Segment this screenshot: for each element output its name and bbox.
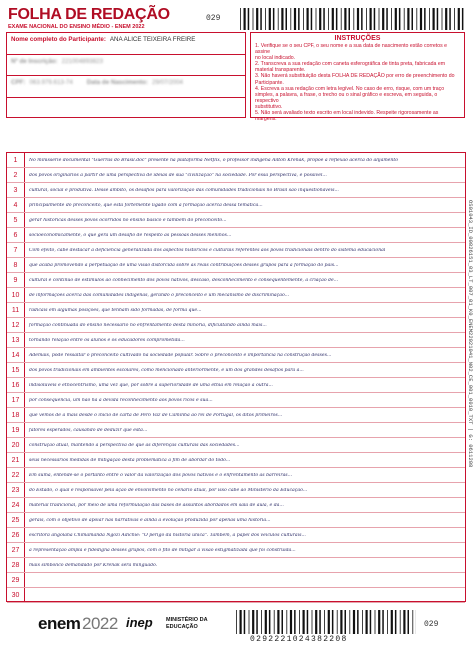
barcode-bar <box>391 610 393 634</box>
sheet-code-top: 029 <box>206 14 221 23</box>
line-text: que acaba promovendo a perpetuação de uma visão distorcida sobre as reais contribuições desses grupos para a formação do país... <box>29 262 339 268</box>
participant-name-row <box>7 33 245 55</box>
essay-line <box>7 528 465 543</box>
essay-line <box>7 543 465 558</box>
barcode-bar <box>445 8 447 30</box>
essay-line <box>7 408 465 423</box>
barcode-bar <box>324 610 325 634</box>
barcode-bar <box>395 8 397 30</box>
instruction-item: no local indicado. <box>255 55 296 62</box>
barcode-bar <box>429 8 430 30</box>
line-number: 15 <box>7 363 25 377</box>
barcode-bar <box>319 610 321 634</box>
cpf-value: 063.979.613-74 <box>29 79 73 86</box>
barcode-bar <box>337 610 338 634</box>
instruction-item: 1. Verifique se o seu CPF, o seu nome e a sua data de nascimento estão corretos e assine <box>255 43 448 56</box>
line-text: gerar históricas desses povos ocorridos no ensino básico e também do preconceito... <box>29 217 227 223</box>
line-text: construção atual, mantendo a perspectiva de que as diferenças culturais das sociedades... <box>29 442 240 448</box>
essay-line <box>7 333 465 348</box>
barcode-bar <box>387 610 388 634</box>
inscricao-row <box>7 55 245 77</box>
line-text: tornando relação entre os alunos e os educadores comprometida... <box>29 337 185 343</box>
barcode-bar <box>244 8 246 30</box>
barcode-bar <box>244 610 246 634</box>
barcode-bar <box>303 610 305 634</box>
barcode-bar <box>375 610 376 634</box>
line-text: material tradicional, por meio de uma reformulação das bases de assuntos abordados em sala de aula, e da... <box>29 502 284 508</box>
barcode-bar <box>286 610 287 634</box>
barcode-bar <box>370 8 372 30</box>
page-title: FOLHA DE REDAÇÃO <box>8 6 170 23</box>
barcode-bar <box>328 8 329 30</box>
barcode-top <box>240 8 464 30</box>
barcode-bar <box>353 8 354 30</box>
line-text: socioeconomicamente, o que gera um desafio de respeito às pessoas desses meninos... <box>29 232 232 238</box>
line-text: gerais, com o objetivo de apoiar nas narrativas e ainda a evolução produzida por apenas uma história... <box>29 517 271 523</box>
barcode-bar <box>332 8 334 30</box>
line-text: dos povos originários a partir de uma perspectiva de ideias de sua "civilização" na sociedade. Por essa perspectiva, é possível... <box>29 172 327 178</box>
essay-line <box>7 168 465 183</box>
cpf-row <box>7 76 245 98</box>
barcode-bar <box>311 8 313 30</box>
barcode-bar <box>286 8 288 30</box>
barcode-bar <box>274 610 275 634</box>
barcode-bar <box>307 610 309 634</box>
barcode-bar <box>341 8 342 30</box>
barcode-bar <box>256 610 258 634</box>
line-text: cultural e contínuo de estímulos ao conhecimento dos povos nativos, descaso, desconhecimento e consequentemente, a criação de... <box>29 277 339 283</box>
nasc-label: Data de Nascimento: <box>86 79 149 86</box>
barcode-bar <box>256 8 258 30</box>
essay-line <box>7 513 465 528</box>
line-text: fatores esperados, causando de deduzir que esta... <box>29 427 148 433</box>
barcode-bar <box>290 610 292 634</box>
line-number: 18 <box>7 408 25 422</box>
barcode-bar <box>370 610 372 634</box>
barcode-bar <box>349 8 351 30</box>
barcode-bar <box>424 8 426 30</box>
barcode-bar <box>442 8 443 30</box>
line-text: escritora angolana Chimamanda Ngozi Adichie: "O perigo da história única". Também, a papel dos veículos culturais... <box>29 532 306 538</box>
line-number: 14 <box>7 348 25 362</box>
barcode-bar <box>399 8 401 30</box>
barcode-bar <box>260 8 262 30</box>
barcode-bar <box>403 610 405 634</box>
line-text: que vemos de a mais desde o início de carta de Pero Vaz de Caminha ao rei de Portugal, os ditos primeiros... <box>29 412 283 418</box>
essay-line <box>7 558 465 573</box>
essay-line <box>7 483 465 498</box>
barcode-bar <box>344 8 346 30</box>
barcode-bar <box>382 610 384 634</box>
instructions-box <box>250 32 465 123</box>
line-number: 24 <box>7 498 25 512</box>
side-code <box>464 200 474 600</box>
barcode-bar <box>281 8 283 30</box>
line-text: formação continuada do ensino necessário no enfrentamento desta minoria, dificultando ainda mais... <box>29 322 267 328</box>
barcode-bar <box>412 8 414 30</box>
barcode-bar <box>391 8 392 30</box>
barcode-bar <box>454 8 455 30</box>
essay-line <box>7 288 465 303</box>
participant-name-value: ANA ALICE TEIXEIRA FREIRE <box>109 36 196 43</box>
essay-line <box>7 363 465 378</box>
line-number: 9 <box>7 273 25 287</box>
barcode-bar <box>374 8 376 30</box>
side-code-text: OS01043_ID_00826151_03_LT_007_01_K0_ENEM22021041_N02_CE_001_0010_TXT | G: 0611208 <box>467 200 474 468</box>
barcode-bar <box>269 610 271 634</box>
ministerio-logo <box>166 617 208 630</box>
barcode-bar <box>303 8 304 30</box>
barcode-bar <box>412 610 413 634</box>
instruction-item: 4. Escreva a sua redação com letra legível. No caso de erro, risque, com um traço <box>255 85 445 92</box>
line-number: 26 <box>7 528 25 542</box>
line-text: cultural, social e produtiva. Desse âmbito, os desafios para valorização das comunidades tradicionais no Brasil são inquestionáveis... <box>29 187 339 193</box>
barcode-bar <box>261 610 262 634</box>
enem-logo: enem <box>38 614 81 633</box>
line-text: No minissérie documental "Guerras do Brasil.doc" presente na plataforma Netflix, o professor indígena Ailton Krenak, propõe a reflexão acerca do alijamento <box>29 157 398 163</box>
essay-line <box>7 243 465 258</box>
barcode-bar <box>437 8 439 30</box>
barcode-bar <box>328 610 330 634</box>
barcode-bar <box>395 610 397 634</box>
line-number: 5 <box>7 213 25 227</box>
barcode-bar <box>378 610 380 634</box>
barcode-bar <box>386 8 388 30</box>
line-text: Com efeito, cabe destacar a deficiência generalizada dos aspectos históricos e culturais referentes aos povos tradicionais dentro do sistema educacional <box>29 247 386 253</box>
barcode-bar <box>332 610 334 634</box>
barcode-bar <box>316 8 317 30</box>
barcode-bar <box>298 8 300 30</box>
barcode-bar <box>449 8 451 30</box>
barcode-bar <box>361 8 363 30</box>
essay-line <box>7 588 465 603</box>
inep-logo: inep <box>126 615 153 630</box>
line-text: indisolúveis e etnocentrismo, uma vez que, por sobre a superioridade de uma etnia em relação à outra... <box>29 382 273 388</box>
essay-line <box>7 303 465 318</box>
line-number: 27 <box>7 543 25 557</box>
barcode-bar <box>408 610 410 634</box>
barcode-bar <box>433 8 435 30</box>
barcode-bar <box>265 610 267 634</box>
line-text: principalmente do preconceito, que está fortemente ligado com a formação acerca dessa temática... <box>29 202 263 208</box>
essay-line <box>7 573 465 588</box>
line-number: 22 <box>7 468 25 482</box>
line-number: 23 <box>7 483 25 497</box>
line-text: Ademais, pode ressaltar o preconceito cultivado na sociedade popular. Sobre o preconceito e importância na construção desses... <box>29 352 332 358</box>
instruction-item: 5. Não será avaliado texto escrito em local indevido. Respeite rigorosamente as margens. <box>255 110 439 123</box>
essay-line <box>7 198 465 213</box>
line-number: 8 <box>7 258 25 272</box>
essay-line <box>7 393 465 408</box>
essay-line <box>7 213 465 228</box>
barcode-bar <box>312 610 313 634</box>
barcode-bar <box>400 610 401 634</box>
line-number: 16 <box>7 378 25 392</box>
barcode-bar <box>290 8 291 30</box>
essay-line <box>7 498 465 513</box>
barcode-bar <box>379 8 380 30</box>
participant-info-box <box>6 32 246 118</box>
line-number: 3 <box>7 183 25 197</box>
barcode-bar <box>357 610 359 634</box>
line-text: de informações acerca das comunidades indígenas, gerando o preconceito e um mecanismo de discriminação... <box>29 292 290 298</box>
barcode-bar <box>345 610 347 634</box>
barcode-bar <box>278 8 279 30</box>
line-text: mais simbólico demandado por Krenak será minguado. <box>29 562 158 568</box>
line-number: 25 <box>7 513 25 527</box>
barcode-number: 0292221024382208 <box>250 635 348 644</box>
line-text: radicais em algumas posições, que tenham sido formadas, de forma que... <box>29 307 202 313</box>
barcode-bar <box>294 610 296 634</box>
barcode-bottom <box>236 610 416 634</box>
barcode-bar <box>462 8 464 30</box>
essay-line <box>7 453 465 468</box>
line-number: 12 <box>7 318 25 332</box>
line-text: a representação ampla e fidedigna desses grupos, com o fito de mitigar a visão estigmatizada que foi construída... <box>29 547 296 553</box>
essay-line <box>7 183 465 198</box>
sheet-code-bottom: 029 <box>424 620 439 629</box>
essay-line <box>7 468 465 483</box>
essay-line <box>7 423 465 438</box>
participant-name-label: Nome completo do Participante: <box>11 36 106 43</box>
line-text: Em suma, entende-se o portanto entre o valor da valorização dos povos nativos e o enfrentamento às barreiras... <box>29 472 293 478</box>
line-text: do Estado, o qual é responsável pela ação de envolvimento no cenário atual, por isso cabe ao Ministério da Educação... <box>29 487 308 493</box>
essay-line <box>7 153 465 168</box>
line-number: 29 <box>7 573 25 587</box>
inscricao-label: Nº de Inscrição: <box>11 57 58 65</box>
line-number: 4 <box>7 198 25 212</box>
nasc-value: 29/07/2004 <box>152 79 183 86</box>
barcode-bar <box>353 610 355 634</box>
barcode-bar <box>269 8 271 30</box>
barcode-bar <box>249 610 250 634</box>
barcode-bar <box>265 8 266 30</box>
barcode-bar <box>366 610 368 634</box>
line-number: 1 <box>7 153 25 167</box>
essay-line <box>7 378 465 393</box>
line-number: 28 <box>7 558 25 572</box>
line-number: 20 <box>7 438 25 452</box>
essay-lines-box <box>6 152 466 602</box>
line-number: 10 <box>7 288 25 302</box>
barcode-bar <box>277 610 279 634</box>
line-text: seus necessários medidas de mitigação desta problemática a fim de abordar do todo... <box>29 457 231 463</box>
instruction-item: 3. Não haverá substituição desta FOLHA DE REDAÇÃO por erro de preenchimento do <box>255 73 455 80</box>
essay-line <box>7 273 465 288</box>
barcode-bar <box>458 8 460 30</box>
inscricao-value: 221004893823 <box>61 57 103 65</box>
line-number: 21 <box>7 453 25 467</box>
line-number: 7 <box>7 243 25 257</box>
essay-line <box>7 258 465 273</box>
barcode-bar <box>236 610 237 634</box>
ministerio-line1: MINISTÉRIO DA <box>166 617 208 623</box>
barcode-bar <box>362 610 363 634</box>
line-number: 17 <box>7 393 25 407</box>
barcode-bar <box>252 610 254 634</box>
instructions-title: INSTRUÇÕES <box>334 35 381 42</box>
barcode-bar <box>323 8 325 30</box>
instruction-item: substitutivo. <box>255 103 283 110</box>
barcode-bar <box>307 8 309 30</box>
line-number: 13 <box>7 333 25 347</box>
barcode-bar <box>336 8 338 30</box>
cpf-label: CPF: <box>11 79 26 86</box>
signature-row <box>7 98 245 120</box>
barcode-bar <box>299 610 300 634</box>
instruction-item: 2. Transcreva a sua redação com caneta esferográfica de tinta preta, fabricada em <box>255 61 446 68</box>
barcode-bar <box>273 8 275 30</box>
line-number: 11 <box>7 303 25 317</box>
barcode-bar <box>340 610 342 634</box>
barcode-bar <box>315 610 317 634</box>
barcode-bar <box>240 610 242 634</box>
instruction-item: material transparente. <box>255 67 306 74</box>
barcode-bar <box>253 8 254 30</box>
barcode-bar <box>366 8 367 30</box>
line-number: 19 <box>7 423 25 437</box>
instructions-list <box>255 43 460 122</box>
essay-line <box>7 318 465 333</box>
essay-line <box>7 228 465 243</box>
barcode-bar <box>416 8 417 30</box>
barcode-bar <box>420 8 422 30</box>
barcode-bar <box>248 8 250 30</box>
instruction-item: simples, a palavra, a frase, o trecho ou o sinal gráfico e escreva, em seguida, o respectivo <box>255 91 438 104</box>
page-subtitle: EXAME NACIONAL DO ENSINO MÉDIO - ENEM 2022 <box>8 24 145 30</box>
barcode-bar <box>404 8 405 30</box>
barcode-bar <box>357 8 359 30</box>
barcode-bar <box>349 610 350 634</box>
line-number: 2 <box>7 168 25 182</box>
essay-line <box>7 348 465 363</box>
line-number: 30 <box>7 588 25 602</box>
essay-line <box>7 438 465 453</box>
enem-year: 2022 <box>82 614 118 633</box>
barcode-bar <box>294 8 296 30</box>
instruction-item: Participante. <box>255 79 284 86</box>
barcode-bar <box>382 8 384 30</box>
ministerio-line2: EDUCAÇÃO <box>166 623 198 630</box>
barcode-bar <box>282 610 284 634</box>
barcode-bar <box>240 8 241 30</box>
line-text: dos povos tradicionais em ambientes escolares, como mencionado anteriormente, é um dos grandes desafios para a... <box>29 367 304 373</box>
line-number: 6 <box>7 228 25 242</box>
barcode-bar <box>407 8 409 30</box>
barcode-bar <box>319 8 321 30</box>
line-text: por consequência, um não há a devida reconhecimento aos povos ricos e sua... <box>29 397 213 403</box>
